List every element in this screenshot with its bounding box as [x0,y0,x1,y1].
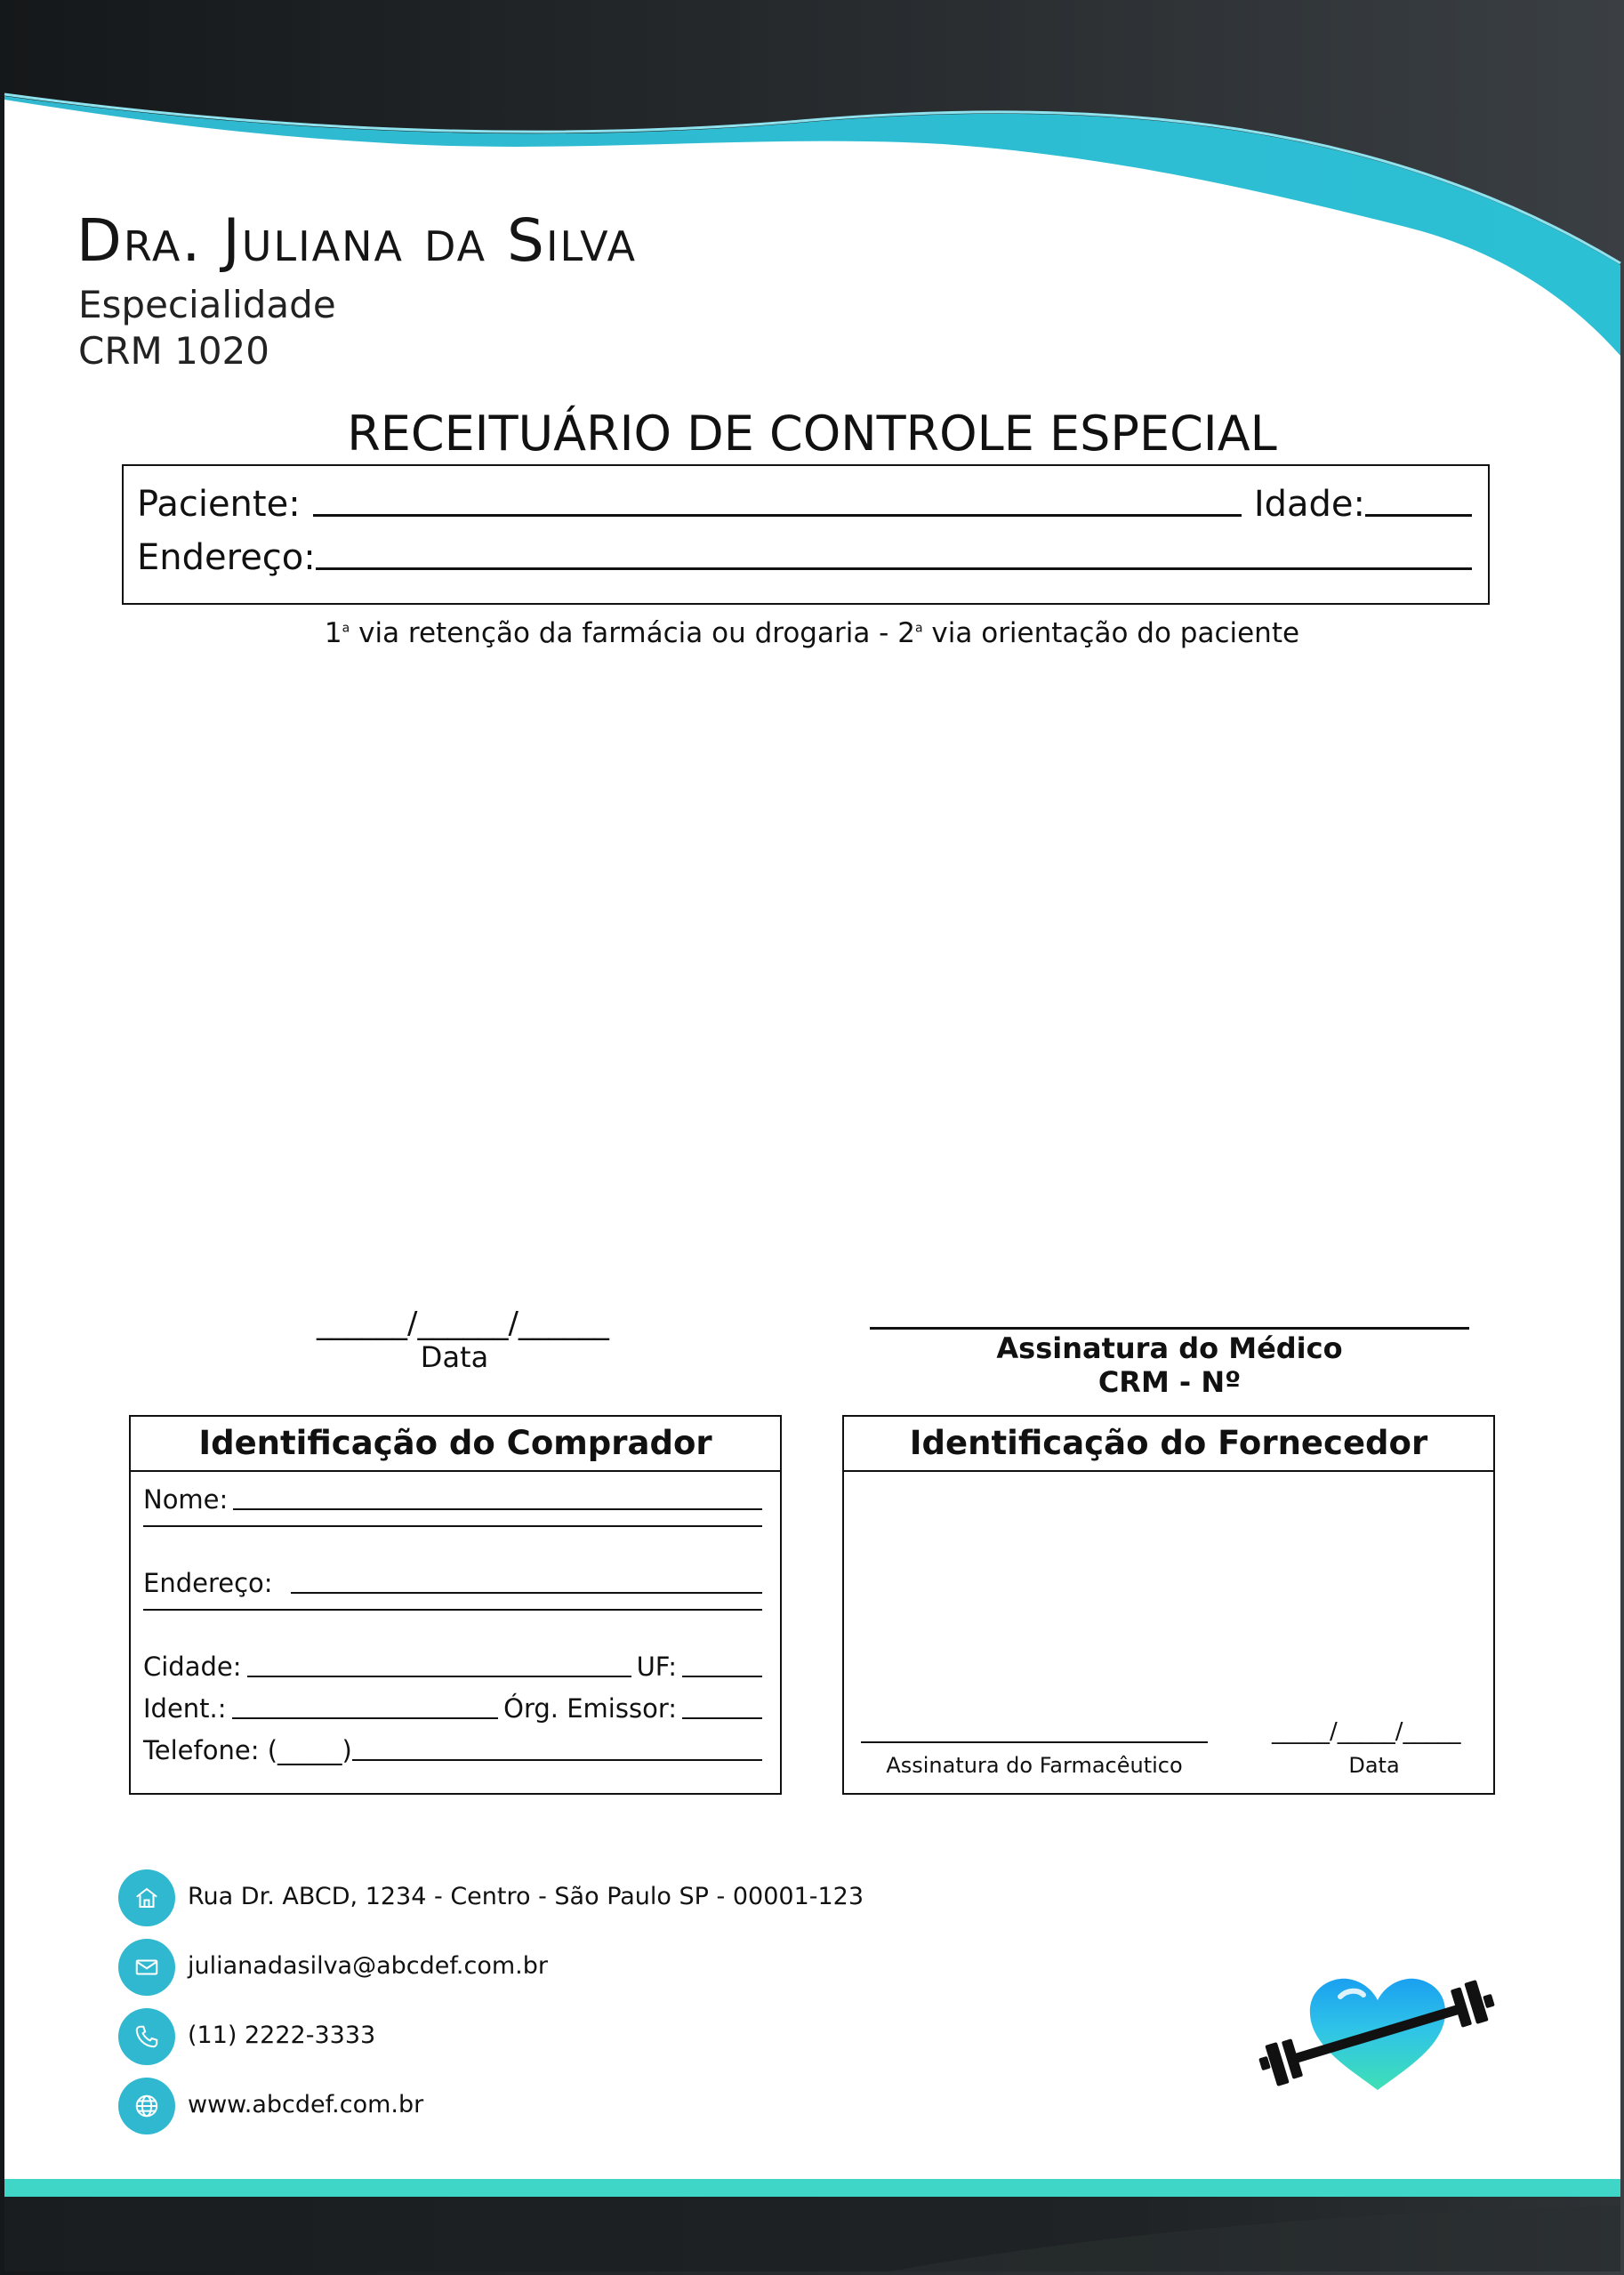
patient-row [137,484,1472,525]
address-field[interactable] [316,567,1472,570]
doctor-name: Dra. Juliana da Silva [76,206,638,275]
buyer-name-field[interactable] [233,1508,762,1510]
buyer-uf-field[interactable] [682,1676,762,1677]
globe-icon [118,2078,175,2134]
doctor-crm: CRM 1020 [78,329,269,373]
buyer-org-label: Órg. Emissor: [503,1693,677,1724]
via-note-second-sup: a [914,621,923,636]
buyer-city-label: Cidade: [143,1652,242,1682]
buyer-address-field-2[interactable] [143,1609,762,1611]
buyer-ident-field[interactable] [232,1717,499,1719]
via-note-first-sup: a [342,621,350,636]
heart-dumbbell-logo [1258,1970,1497,2094]
date-label: Data [420,1340,489,1374]
supplier-date-label: Data [1348,1753,1400,1778]
via-note-second-text: via orientação do paciente [922,617,1300,649]
patient-box [122,464,1490,605]
home-icon [118,1869,175,1926]
age-label: Idade: [1253,484,1365,525]
patient-label: Paciente: [137,484,301,525]
date-field[interactable]: ______/______/______ [317,1306,609,1341]
via-note-second-number: 2 [897,617,915,649]
buyer-identification-box [129,1415,782,1795]
buyer-uf-label: UF: [636,1652,677,1682]
via-note-first-text: via retenção da farmácia ou drogaria - [350,617,898,649]
buyer-address-row-2 [143,1609,762,1615]
buyer-ident-row [143,1693,762,1724]
buyer-box-title: Identificação do Comprador [131,1417,780,1472]
form-title: RECEITUÁRIO DE CONTROLE ESPECIAL [347,406,1277,462]
buyer-city-row [143,1652,762,1682]
buyer-ident-label: Ident.: [143,1693,227,1724]
age-field[interactable] [1365,514,1472,517]
address-label: Endereço: [137,537,316,578]
crm-number-label: CRM - Nº [1097,1365,1242,1399]
contact-email[interactable]: julianadasilva@abcdef.com.br [188,1952,548,1980]
doctor-signature-line[interactable] [870,1327,1469,1330]
mail-icon [118,1939,175,1996]
buyer-name-field-2[interactable] [143,1525,762,1527]
buyer-phone-label: Telefone: (_____) [143,1735,352,1765]
pharmacist-signature-line[interactable] [861,1741,1208,1743]
patient-name-field[interactable] [313,514,1242,517]
contact-phone: (11) 2222-3333 [188,2022,376,2049]
doctor-specialty: Especialidade [78,283,336,326]
buyer-name-row-2 [143,1525,762,1531]
prescription-area[interactable] [122,663,1490,1276]
doctor-signature-label [870,1331,1469,1399]
via-note [0,617,1624,649]
buyer-org-field[interactable] [682,1717,762,1719]
buyer-address-label: Endereço: [143,1568,273,1598]
buyer-phone-field[interactable] [352,1759,762,1761]
supplier-box-title: Identificação do Fornecedor [844,1417,1493,1472]
supplier-date-field[interactable]: _____/_____/_____ [1272,1718,1461,1745]
buyer-address-field[interactable] [291,1592,762,1594]
buyer-name-label: Nome: [143,1484,229,1515]
address-row [137,537,1472,578]
pharmacist-signature-label: Assinatura do Farmacêutico [886,1753,1183,1778]
buyer-address-row [143,1568,762,1598]
contact-address: Rua Dr. ABCD, 1234 - Centro - São Paulo SP - 00001-123 [188,1883,864,1910]
buyer-name-row [143,1484,762,1515]
contact-website[interactable]: www.abcdef.com.br [188,2091,424,2118]
via-note-first-number: 1 [324,617,342,649]
buyer-city-field[interactable] [247,1676,631,1677]
buyer-phone-row [143,1735,762,1765]
phone-icon [118,2008,175,2065]
doctor-signature-text: Assinatura do Médico [996,1331,1343,1365]
